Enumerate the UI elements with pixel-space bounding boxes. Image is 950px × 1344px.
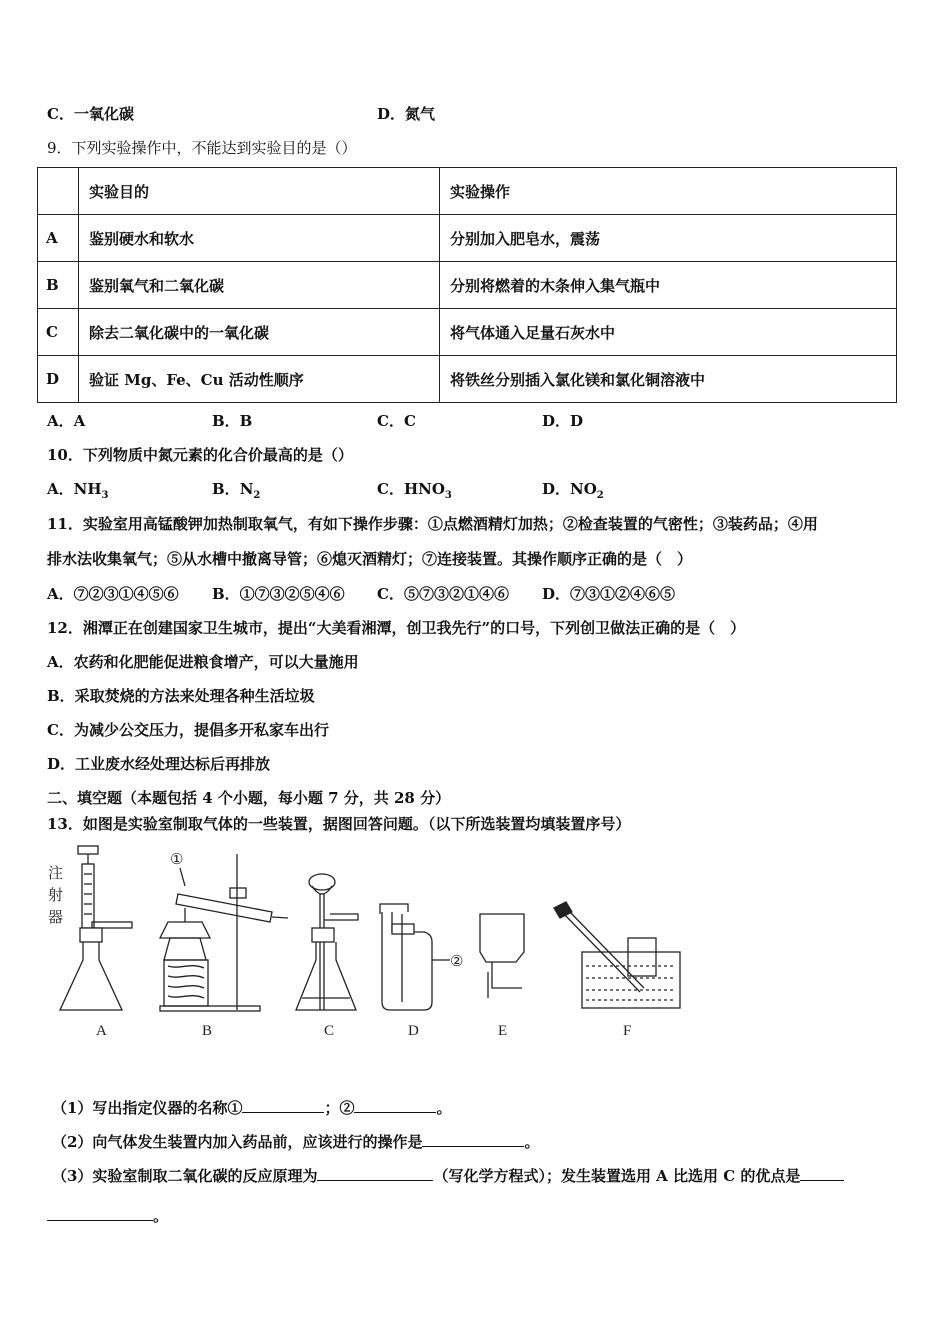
option-label: A． <box>47 480 74 498</box>
table-cell: 验证 Mg、Fe、Cu 活动性顺序 <box>79 356 440 403</box>
label-c: C <box>324 1023 335 1039</box>
q13-stem: 13．如图是实验室制取气体的一些装置，据图回答问题。（以下所选装置均填装置序号） <box>47 815 631 833</box>
q11-option-b: B．①⑦③②⑤④⑥ <box>212 585 345 603</box>
label-f: F <box>623 1023 632 1039</box>
q13-part1-end: 。 <box>436 1099 452 1117</box>
apparatus-figure <box>40 842 720 1042</box>
q13-part1-text: （1）写出指定仪器的名称① <box>52 1099 243 1117</box>
option-label: D． <box>542 480 571 498</box>
subscript: 2 <box>253 490 261 501</box>
q13-part3-text-2: （写化学方程式）；发生装置选用 A 比选用 C 的优点是 <box>433 1167 801 1185</box>
formula: N <box>239 480 254 498</box>
table-cell: B <box>38 262 79 309</box>
q12-option-b: B．采取焚烧的方法来处理各种生活垃圾 <box>47 687 315 705</box>
q13-part2 <box>52 1131 539 1152</box>
q10-option-b <box>212 478 260 501</box>
q9-option-b: B．B <box>212 412 253 430</box>
marker-1: ① <box>170 852 184 868</box>
q9-table <box>37 167 897 403</box>
label-e: E <box>498 1023 508 1039</box>
answer-blank-4[interactable] <box>317 1166 433 1181</box>
apparatus-a <box>60 846 132 1010</box>
q13-part1 <box>52 1097 451 1118</box>
q11-option-d: D．⑦③①②④⑥⑤ <box>542 585 676 603</box>
apparatus-c <box>296 874 358 1010</box>
subscript: 3 <box>101 490 109 501</box>
q9-option-d: D．D <box>542 412 584 430</box>
q11-stem-line1: 11．实验室用高锰酸钾加热制取氧气，有如下操作步骤：①点燃酒精灯加热；②检查装置的气密性；③装药品；④用 <box>47 515 818 533</box>
label-b: B <box>202 1023 213 1039</box>
answer-blank-3[interactable] <box>422 1132 524 1147</box>
apparatus-f <box>554 902 680 1008</box>
table-header-purpose: 实验目的 <box>79 168 440 215</box>
syringe-label-char-3: 器 <box>48 910 64 926</box>
table-row <box>38 215 897 262</box>
q9-option-c: C．C <box>377 412 416 430</box>
formula: NH <box>73 480 102 498</box>
q9-option-a: A．A <box>47 412 86 430</box>
table-cell: 除去二氧化碳中的一氧化碳 <box>79 309 440 356</box>
apparatus-d <box>380 904 463 1010</box>
q13-part1-text-2: ；② <box>324 1099 355 1117</box>
marker-2: ② <box>450 954 464 970</box>
formula: NO <box>570 480 597 498</box>
q10-option-a <box>47 478 109 501</box>
q11-option-c: C．⑤⑦③②①④⑥ <box>377 585 509 603</box>
subscript: 2 <box>596 490 604 501</box>
q10-option-d <box>542 478 604 501</box>
answer-blank-1[interactable] <box>242 1098 324 1113</box>
table-cell: 分别将燃着的木条伸入集气瓶中 <box>440 262 897 309</box>
q12-option-c: C．为减少公交压力，提倡多开私家车出行 <box>47 721 329 739</box>
subscript: 3 <box>444 490 452 501</box>
q13-part3-end: 。 <box>153 1207 169 1225</box>
table-cell <box>38 168 79 215</box>
q8-option-d: D．氮气 <box>377 105 436 123</box>
formula: HNO <box>403 480 445 498</box>
table-cell: 将气体通入足量石灰水中 <box>440 309 897 356</box>
table-cell: D <box>38 356 79 403</box>
q12-stem: 12．湘潭正在创建国家卫生城市，提出“大美看湘潭，创卫我先行”的口号，下列创卫做法正确的是（ ） <box>47 619 746 637</box>
q12-option-d: D．工业废水经处理达标后再排放 <box>47 755 271 773</box>
q13-part2-text: （2）向气体发生装置内加入药品前，应该进行的操作是 <box>52 1133 423 1151</box>
section-heading: 二、填空题（本题包括 4 个小题，每小题 7 分，共 28 分） <box>47 789 451 807</box>
q13-part2-end: 。 <box>524 1133 540 1151</box>
answer-blank-5-cont[interactable] <box>47 1206 153 1221</box>
q13-part3-text: （3）实验室制取二氧化碳的反应原理为 <box>52 1167 318 1185</box>
table-cell: 鉴别硬水和软水 <box>79 215 440 262</box>
option-label: C． <box>377 480 404 498</box>
answer-blank-5[interactable] <box>800 1166 844 1181</box>
syringe-label-char-2: 射 <box>48 888 64 904</box>
q11-stem-line2: 排水法收集氧气；⑤从水槽中撤离导管；⑥熄灭酒精灯；⑦连接装置。其操作顺序正确的是（ ） <box>47 550 693 568</box>
q8-option-c: C．一氧化碳 <box>47 105 134 123</box>
q11-option-a: A．⑦②③①④⑤⑥ <box>47 585 179 603</box>
table-cell: 鉴别氧气和二氧化碳 <box>79 262 440 309</box>
q13-part3 <box>52 1165 844 1186</box>
table-cell: C <box>38 309 79 356</box>
answer-blank-2[interactable] <box>354 1098 436 1113</box>
apparatus-e <box>480 914 524 998</box>
table-row <box>38 309 897 356</box>
q10-stem: 10．下列物质中氮元素的化合价最高的是（） <box>47 446 353 464</box>
option-label: B． <box>212 480 240 498</box>
label-a: A <box>96 1023 107 1039</box>
table-header-operation: 实验操作 <box>440 168 897 215</box>
label-d: D <box>408 1023 419 1039</box>
q9-stem: 9．下列实验操作中，不能达到实验目的是（） <box>47 139 357 157</box>
table-cell: 将铁丝分别插入氯化镁和氯化铜溶液中 <box>440 356 897 403</box>
syringe-label-char-1: 注 <box>48 866 64 882</box>
q12-option-a: A．农药和化肥能促进粮食增产，可以大量施用 <box>47 653 359 671</box>
table-cell: A <box>38 215 79 262</box>
q10-option-c <box>377 478 452 501</box>
table-row <box>38 356 897 403</box>
table-header-row <box>38 168 897 215</box>
table-row <box>38 262 897 309</box>
q13-part3-cont <box>47 1205 168 1226</box>
table-cell: 分别加入肥皂水，震荡 <box>440 215 897 262</box>
apparatus-b <box>160 852 288 1011</box>
